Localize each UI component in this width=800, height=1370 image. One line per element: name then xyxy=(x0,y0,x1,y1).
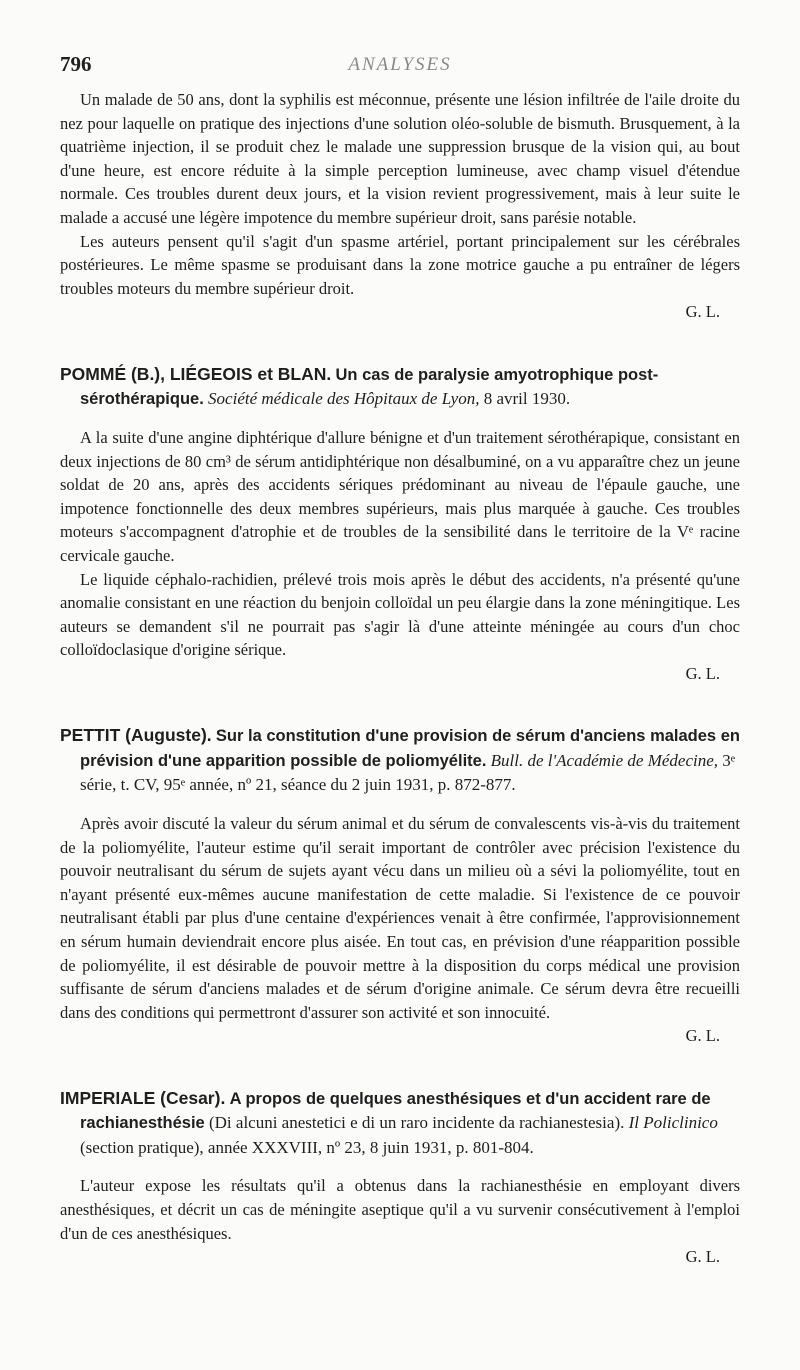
spacer xyxy=(60,324,740,362)
article-3-signature: G. L. xyxy=(685,1026,720,1046)
article-4 xyxy=(60,1086,740,1269)
article-3 xyxy=(60,723,740,1047)
page-number: 796 xyxy=(60,52,92,76)
page-body xyxy=(60,88,740,1269)
article-2-source: Société médicale des Hôpitaux de Lyon, xyxy=(208,389,480,409)
article-4-citation: (section pratique), année XXXVIII, nº 23, 8 juin 1931, p. 801-804. xyxy=(80,1137,534,1157)
article-2-authors: POMMÉ (B.), LIÉGEOIS et BLAN. xyxy=(60,363,332,384)
spacer xyxy=(60,1160,740,1174)
article-2 xyxy=(60,362,740,686)
article-2-date: 8 avril 1930. xyxy=(483,389,571,409)
article-4-paragraph-1: L'auteur expose les résultats qu'il a obtenus dans la rachianesthésie en employant divers anesthésiques, et décrit un cas de méningite aseptique qu'il a vu survenir consécutivement à l'emploi d'un de ces anesthésiques. xyxy=(60,1176,740,1243)
article-4-authors: IMPERIALE (Cesar). xyxy=(60,1087,226,1108)
article-1 xyxy=(60,88,740,324)
spacer xyxy=(60,412,740,426)
running-head: ANALYSES xyxy=(348,54,452,75)
article-1-paragraph-1: Un malade de 50 ans, dont la syphilis est méconnue, présente une lésion infiltrée de l'aile droite du nez pour laquelle on pratique des injections d'une solution oléo-soluble de bismuth. Brusquement, à la quatrième injection, il se produit chez le malade une suppression brusque de la vision qui, au bout d'une heure, est encore réduite à la simple perception lumineuse, avec champ visuel d'étendue normale. Ces troubles durent deux jours, et la vision revient progressivement, mais à leur suite le malade a accusé une légère impotence du membre supérieur droit, sans parésie notable. xyxy=(60,90,740,227)
article-2-paragraph-1: A la suite d'une angine diphtérique d'allure bénigne et d'un traitement sérothérapique, consistant en deux injections de 80 cm³ de sérum antidiphtérique non désalbuminé, on a vu apparaître chez un jeune soldat de 20 ans, après des accidents sériques prédominant au niveau de l'épaule gauche, une impotence fonctionnelle des deux membres supérieurs, mais plus marquée à gauche. Ces troubles moteurs s'accompagnent d'atrophie et de troubles de la sensibilité dans le territoire de la Vᵉ racine cervicale gauche. xyxy=(60,427,740,565)
article-4-signature: G. L. xyxy=(685,1247,720,1267)
article-1-signature: G. L. xyxy=(685,302,720,322)
article-4-title: A propos de quelques anesthésiques et d'un accident rare de rachianesthésie xyxy=(80,1089,711,1133)
spacer xyxy=(60,798,740,812)
article-2-title: Un cas de paralysie amyotrophique post-sérothérapique. xyxy=(80,365,659,409)
spacer xyxy=(60,1048,740,1086)
article-4-source: Il Policlinico xyxy=(628,1113,718,1133)
article-3-paragraph-1: Après avoir discuté la valeur du sérum animal et du sérum de convalescents vis-à-vis du traitement de la poliomyélite, l'auteur estime qu'il serait important de contrôler avec précision l'existence du pouvoir neutralisant du sérum de sujets ayant vécu dans un milieu où a sévi la poliomyélite, tout en n'ayant présenté eux-mêmes aucune manifestation de cette maladie. Si l'existence de ce pouvoir neutralisant établi par plus d'une centaine d'expériences venait à être confirmée, l'approvisionnement en sérum humain deviendrait encore plus aisée. En tout cas, en prévision d'une réapparition possible de poliomyélite, il est désirable de pouvoir mettre à la disposition du corps médical une provision suffisante de sérum d'anciens malades et de sérum d'origine animale. Ce sérum devra être recueilli dans des conditions qui permettront d'assurer son activité et son innocuité. xyxy=(60,813,740,1022)
article-3-source: Bull. de l'Académie de Médecine, xyxy=(490,750,719,770)
article-4-heading xyxy=(60,1086,740,1161)
spacer xyxy=(60,685,740,723)
article-3-authors: PETTIT (Auguste). xyxy=(60,725,212,746)
article-4-subtitle: (Di alcuni anestetici e di un raro incidente da rachianestesia). xyxy=(208,1113,625,1133)
article-2-signature: G. L. xyxy=(685,663,720,683)
article-3-heading xyxy=(60,723,740,798)
article-1-paragraph-2: Les auteurs pensent qu'il s'agit d'un spasme artériel, portant principalement sur les cérébrales postérieures. Le même spasme se produisant dans la zone motrice gauche a pu entraîner de légers troubles moteurs du membre supérieur droit. xyxy=(60,231,740,298)
article-3-title: Sur la constitution d'une provision de sérum d'anciens malades en prévision d'une apparition possible de poliomyélite. xyxy=(80,727,740,770)
article-2-heading xyxy=(60,362,740,412)
article-3-citation: 3ᵉ série, t. CV, 95ᵉ année, nº 21, séance du 2 juin 1931, p. 872-877. xyxy=(80,750,736,795)
article-2-paragraph-2: Le liquide céphalo-rachidien, prélevé trois mois après le début des accidents, n'a présenté qu'une anomalie consistant en une réaction du benjoin colloïdal un peu élargie dans la zone méningitique. Les auteurs se demandent s'il ne pourrait pas s'agir là d'une atteinte méningée au cours d'un choc colloïdoclasique d'origine sérique. xyxy=(60,569,740,660)
page-header xyxy=(60,52,740,82)
